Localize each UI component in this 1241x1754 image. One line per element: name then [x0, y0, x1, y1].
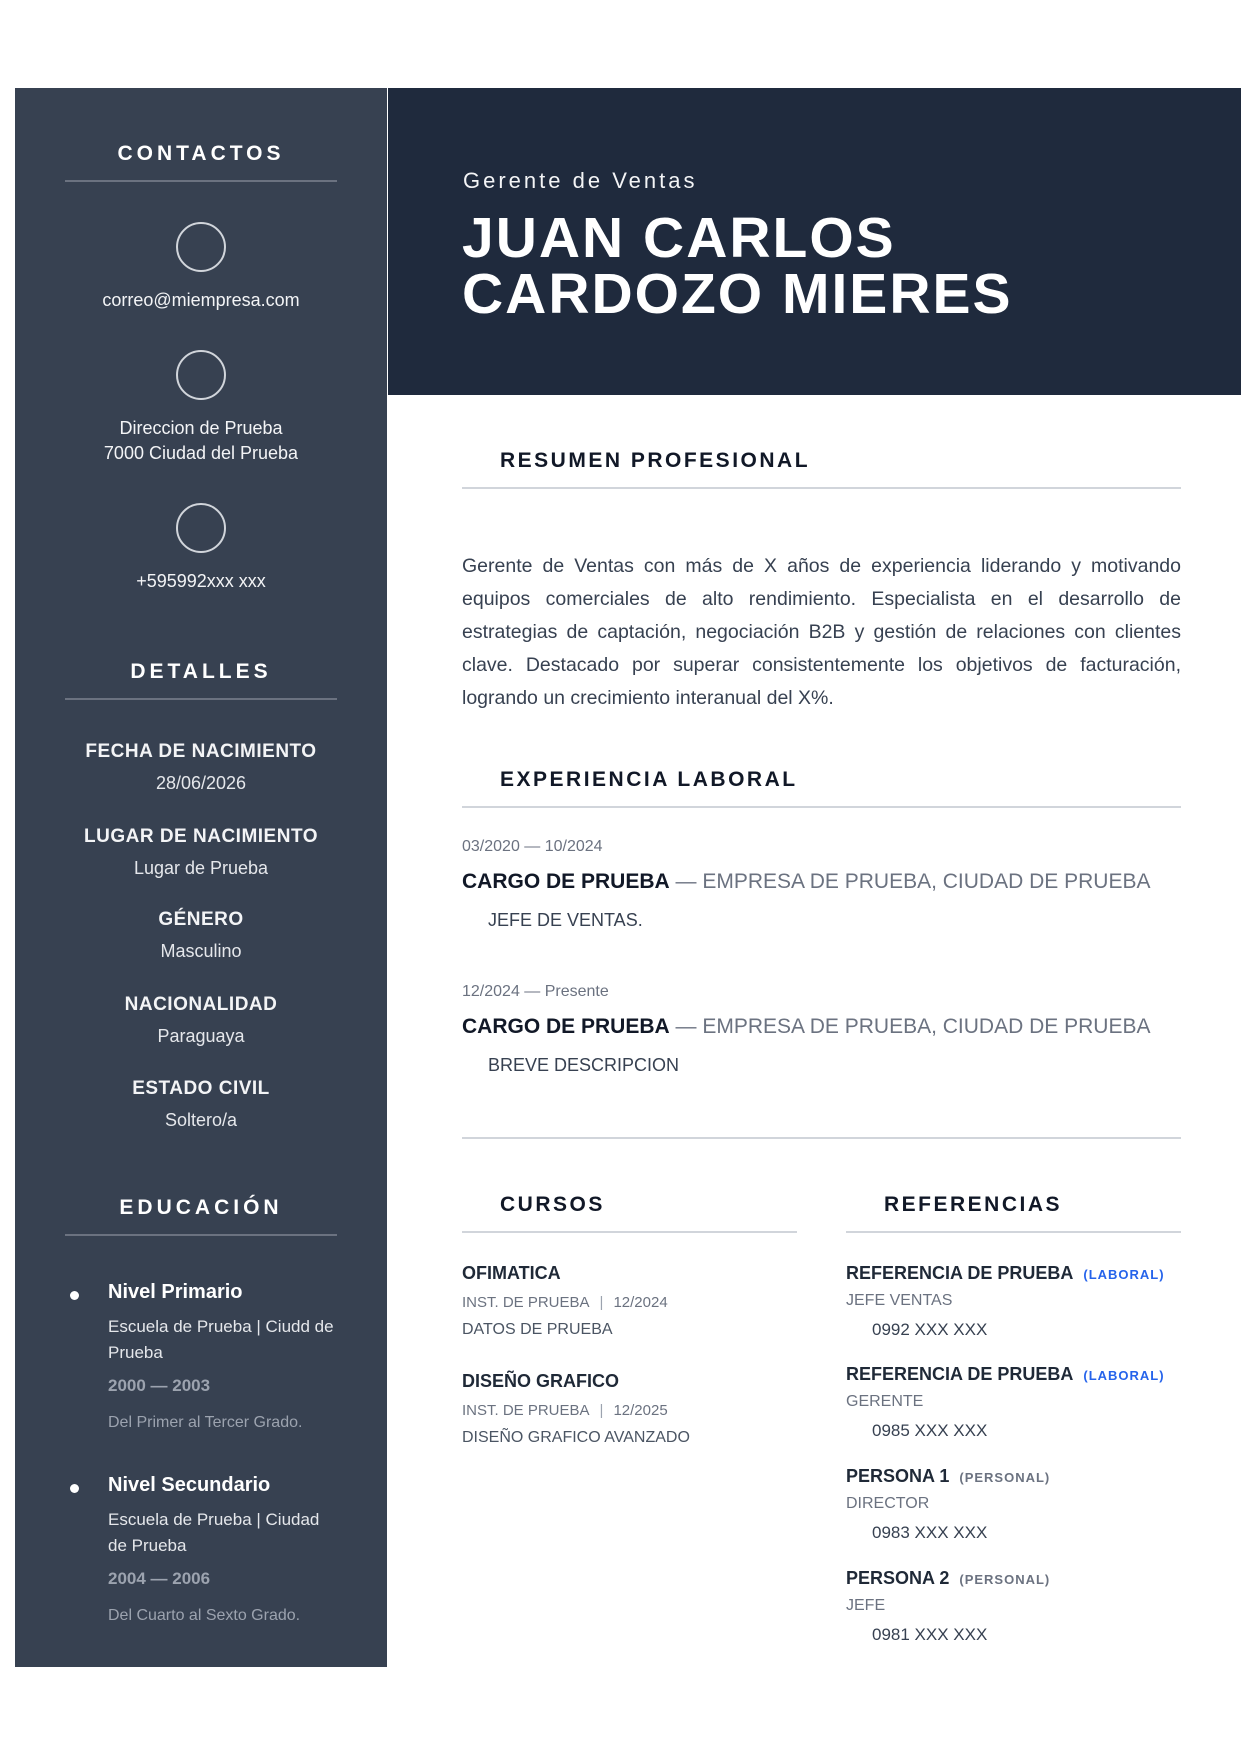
- education-level: Nivel Primario: [108, 1281, 243, 1303]
- summary-heading: RESUMEN PROFESIONAL: [462, 449, 1181, 489]
- reference-type: (LABORAL): [1083, 1368, 1165, 1383]
- location-icon: [176, 350, 226, 400]
- course-separator: |: [599, 1294, 604, 1311]
- contact-email: [15, 222, 387, 313]
- experience-item: [462, 983, 1202, 1076]
- course-item: [462, 1371, 802, 1447]
- reference-item: [846, 1263, 1206, 1340]
- detail-label: FECHA DE NACIMIENTO: [85, 741, 317, 762]
- reference-item: [846, 1364, 1206, 1441]
- experience-heading: EXPERIENCIA LABORAL: [462, 768, 1181, 808]
- reference-role: JEFE VENTAS: [846, 1292, 953, 1309]
- detail-label: GÉNERO: [158, 909, 244, 930]
- detail-label: LUGAR DE NACIMIENTO: [84, 826, 318, 847]
- reference-type: (PERSONAL): [959, 1470, 1051, 1485]
- detail-nationality: [15, 994, 387, 1047]
- references-heading: REFERENCIAS: [846, 1193, 1181, 1233]
- detail-birthplace: [15, 826, 387, 879]
- full-name: [462, 206, 1013, 326]
- reference-role: GERENTE: [846, 1393, 924, 1410]
- detail-value: Lugar de Prueba: [133, 858, 269, 878]
- experience-company: — EMPRESA DE PRUEBA, CIUDAD DE PRUEBA: [669, 1015, 1151, 1038]
- education-years: 2004 — 2006: [108, 1569, 211, 1588]
- contact-email-text: correo@miempresa.com: [102, 290, 300, 310]
- education-level: Nivel Secundario: [108, 1474, 271, 1496]
- bullet-icon: [70, 1484, 79, 1493]
- name-line1: JUAN CARLOS: [462, 206, 896, 270]
- header-banner: [388, 88, 1241, 395]
- summary-text: Gerente de Ventas con más de X años de experiencia liderando y motivando equipos comerciales de alto rendimiento. Especialista en el desarrollo de estrategias de captación, negociación B2B y gestión de relaciones con clientes clave. Destacado por superar consistentemente los objetivos de facturación, logrando un crecimiento interanual del X%.: [462, 555, 1181, 709]
- education-item-primary: [70, 1281, 360, 1432]
- course-institution: INST. DE PRUEBA: [462, 1402, 590, 1419]
- name-line2: CARDOZO MIERES: [462, 262, 1013, 326]
- reference-phone: 0981 XXX XXX: [872, 1625, 988, 1644]
- course-name: OFIMATICA: [462, 1263, 561, 1283]
- reference-name: REFERENCIA DE PRUEBA: [846, 1263, 1074, 1283]
- courses-heading: CURSOS: [462, 1193, 797, 1233]
- detail-birthdate: [15, 741, 387, 794]
- experience-position: CARGO DE PRUEBA: [462, 1015, 670, 1038]
- course-name: DISEÑO GRAFICO: [462, 1371, 620, 1391]
- education-school-line2: Prueba: [108, 1343, 163, 1362]
- contacts-heading: CONTACTOS: [65, 142, 337, 182]
- detail-value: Soltero/a: [164, 1110, 238, 1130]
- reference-phone: 0985 XXX XXX: [872, 1421, 988, 1440]
- experience-dates: 03/2020 — 10/2024: [462, 838, 603, 855]
- reference-type: (LABORAL): [1083, 1267, 1165, 1282]
- reference-role: DIRECTOR: [846, 1495, 930, 1512]
- contact-phone-text: +595992xxx xxx: [136, 571, 266, 591]
- experience-item: [462, 838, 1202, 931]
- experience-company: — EMPRESA DE PRUEBA, CIUDAD DE PRUEBA: [669, 870, 1151, 893]
- education-school-line2: de Prueba: [108, 1536, 187, 1555]
- contact-address-line1: Direccion de Prueba: [119, 418, 283, 438]
- experience-position: CARGO DE PRUEBA: [462, 870, 670, 893]
- contact-address: [15, 350, 387, 466]
- course-institution: INST. DE PRUEBA: [462, 1294, 590, 1311]
- course-desc: DATOS DE PRUEBA: [462, 1321, 613, 1338]
- experience-dates: 12/2024 — Presente: [462, 983, 609, 1000]
- course-desc: DISEÑO GRAFICO AVANZADO: [462, 1429, 690, 1446]
- detail-value: Paraguaya: [157, 1026, 245, 1046]
- education-desc: Del Cuarto al Sexto Grado.: [108, 1607, 301, 1624]
- education-years: 2000 — 2003: [108, 1376, 211, 1395]
- reference-name: REFERENCIA DE PRUEBA: [846, 1364, 1074, 1384]
- detail-label: NACIONALIDAD: [124, 994, 278, 1015]
- detail-label: ESTADO CIVIL: [132, 1078, 270, 1099]
- reference-name: PERSONA 1: [846, 1466, 950, 1486]
- education-desc: Del Primer al Tercer Grado.: [108, 1414, 303, 1431]
- course-item: [462, 1263, 802, 1339]
- experience-desc: BREVE DESCRIPCION: [488, 1055, 680, 1075]
- course-separator: |: [599, 1402, 604, 1419]
- reference-item: [846, 1568, 1206, 1645]
- education-heading: EDUCACIÓN: [65, 1196, 337, 1236]
- sidebar: [15, 88, 387, 1667]
- contact-address-line2: 7000 Ciudad del Prueba: [103, 443, 299, 463]
- reference-item: [846, 1466, 1206, 1543]
- detail-gender: [15, 909, 387, 962]
- reference-name: PERSONA 2: [846, 1568, 950, 1588]
- detail-value: 28/06/2026: [155, 773, 247, 793]
- reference-role: JEFE: [846, 1597, 886, 1614]
- reference-phone: 0983 XXX XXX: [872, 1523, 988, 1542]
- job-role: Gerente de Ventas: [463, 168, 698, 193]
- education-school-line1: Escuela de Prueba | Ciudd de: [108, 1317, 334, 1336]
- experience-desc: JEFE DE VENTAS.: [488, 910, 643, 930]
- contact-phone: [15, 503, 387, 594]
- detail-value: Masculino: [160, 941, 242, 961]
- education-school-line1: Escuela de Prueba | Ciudad: [108, 1510, 320, 1529]
- education-item-secondary: [70, 1474, 360, 1625]
- bullet-icon: [70, 1291, 79, 1300]
- detail-marital-status: [15, 1078, 387, 1131]
- course-date: 12/2024: [613, 1294, 668, 1311]
- email-icon: [176, 222, 226, 272]
- phone-icon: [176, 503, 226, 553]
- reference-phone: 0992 XXX XXX: [872, 1320, 988, 1339]
- reference-type: (PERSONAL): [959, 1572, 1051, 1587]
- course-date: 12/2025: [613, 1402, 668, 1419]
- details-heading: DETALLES: [65, 660, 337, 700]
- section-divider: [462, 1137, 1181, 1139]
